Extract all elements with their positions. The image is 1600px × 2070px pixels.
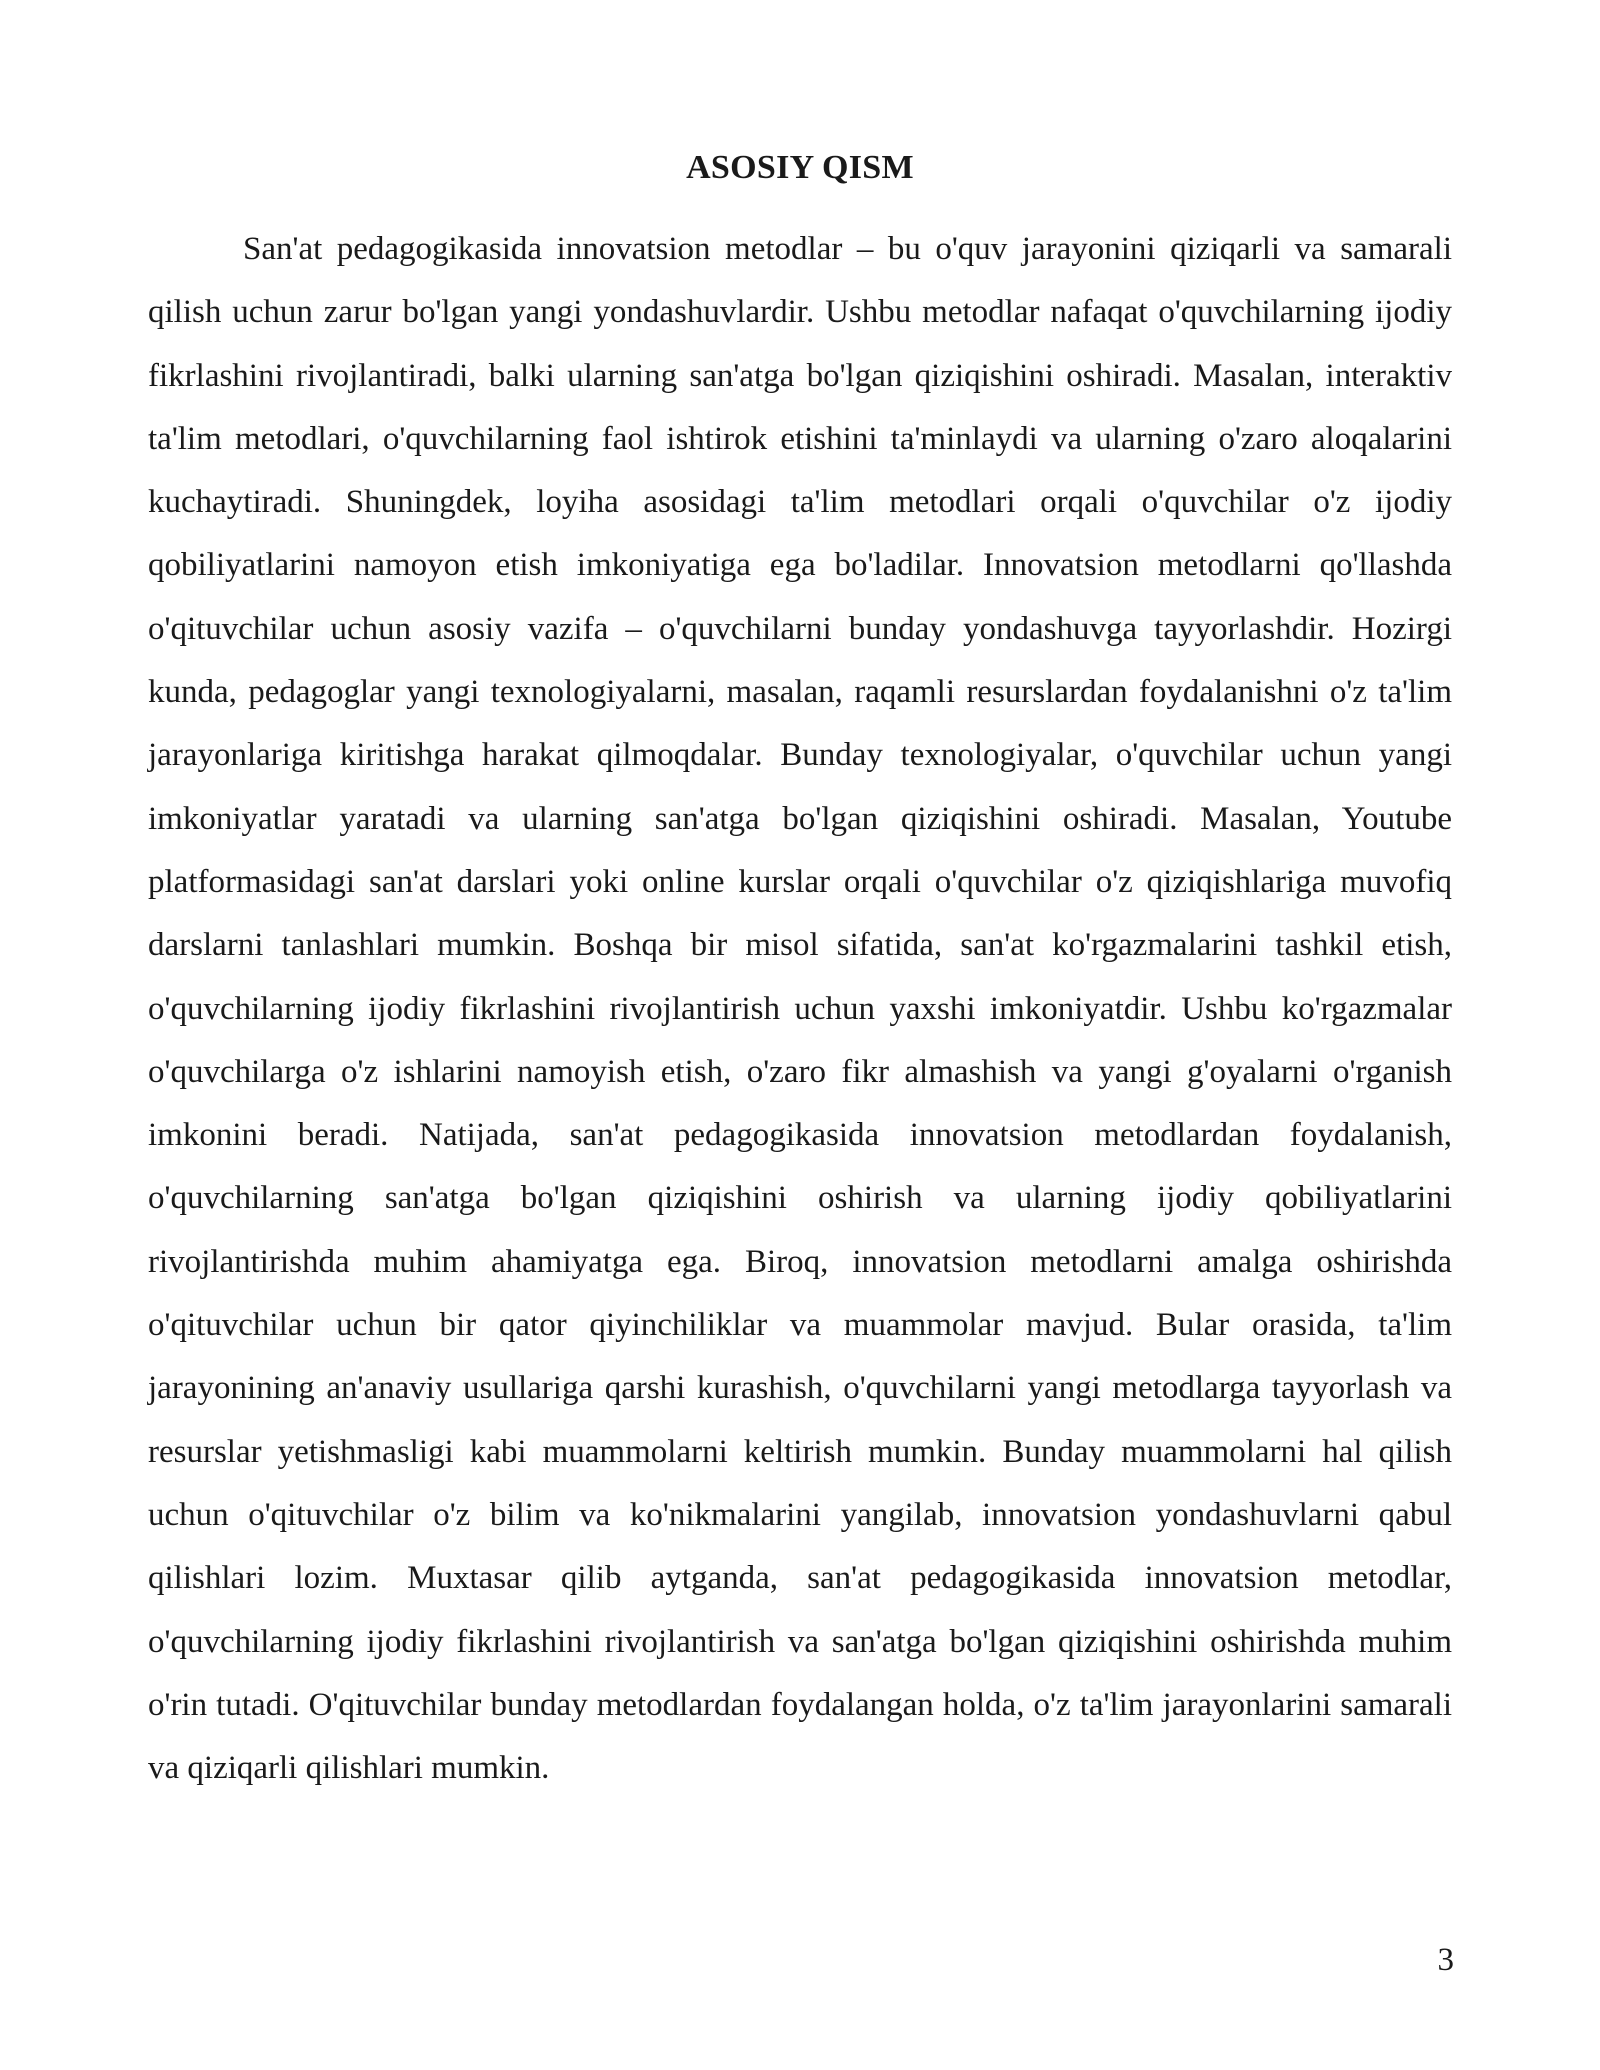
section-heading: ASOSIY QISM [686, 149, 914, 186]
body-paragraph: San'at pedagogikasida innovatsion metodlar – bu o'quv jarayonini qiziqarli va samarali qilish uchun zarur bo'lgan yangi yondashuvlardir. Ushbu metodlar nafaqat o'quvchilarning ijodiy fikrlashini rivojlantiradi, balki ularning san'atga bo'lgan qiziqishini oshiradi. Masalan, interaktiv ta'lim metodlari, o'quvchilarning faol ishtirok etishini ta'minlaydi va ularning o'zaro aloqalarini kuchaytiradi. Shuningdek, loyiha asosidagi ta'lim metodlari orqali o'quvchilar o'z ijodiy qobiliyatlarini namoyon etish imkoniyatiga ega bo'ladilar. Innovatsion metodlarni qo'llashda o'qituvchilar uchun asosiy vazifa – o'quvchilarni bunday yondashuvga tayyorlashdir. Hozirgi kunda, pedagoglar yangi texnologiyalarni, masalan, raqamli resurslardan foydalanishni o'z ta'lim jarayonlariga kiritishga harakat qilmoqdalar. Bunday texnologiyalar, o'quvchilar uchun yangi imkoniyatlar yaratadi va ularning san'atga bo'lgan qiziqishini oshiradi. Masalan, Youtube platformasidagi san'at darslari yoki online kurslar orqali o'quvchilar o'z qiziqishlariga muvofiq darslarni tanlashlari mumkin. Boshqa bir misol sifatida, san'at ko'rgazmalarini tashkil etish, o'quvchilarning ijodiy fikrlashini rivojlantirish uchun yaxshi imkoniyatdir. Ushbu ko'rgazmalar o'quvchilarga o'z ishlarini namoyish etish, o'zaro fikr almashish va yangi g'oyalarni o'rganish imkonini beradi. Natijada, san'at pedagogikasida innovatsion metodlardan foydalanish, o'quvchilarning san'atga bo'lgan qiziqishini oshirish va ularning ijodiy qobiliyatlarini rivojlantirishda muhim ahamiyatga ega. Biroq, innovatsion metodlarni amalga oshirishda o'qituvchilar uchun bir qator qiyinchiliklar va muammolar mavjud. Bular orasida, ta'lim jarayonining an'anaviy usullariga qarshi kurashish, o'quvchilarni yangi metodlarga tayyorlash va resurslar yetishmasligi kabi muammolarni keltirish mumkin. Bunday muammolarni hal qilish uchun o'qituvchilar o'z bilim va ko'nikmalarini yangilab, innovatsion yondashuvlarni qabul qilishlari lozim. Muxtasar qilib aytganda, san'at pedagogikasida innovatsion metodlar, o'quvchilarning ijodiy fikrlashini rivojlantirish va san'atga bo'lgan qiziqishini oshirishda muhim o'rin tutadi. O'qituvchilar bunday metodlardan foydalangan holda, o'z ta'lim jarayonlarini samarali va qiziqarli qilishlari mumkin. [148, 231, 1452, 1787]
page-number: 3 [1437, 1942, 1454, 1978]
